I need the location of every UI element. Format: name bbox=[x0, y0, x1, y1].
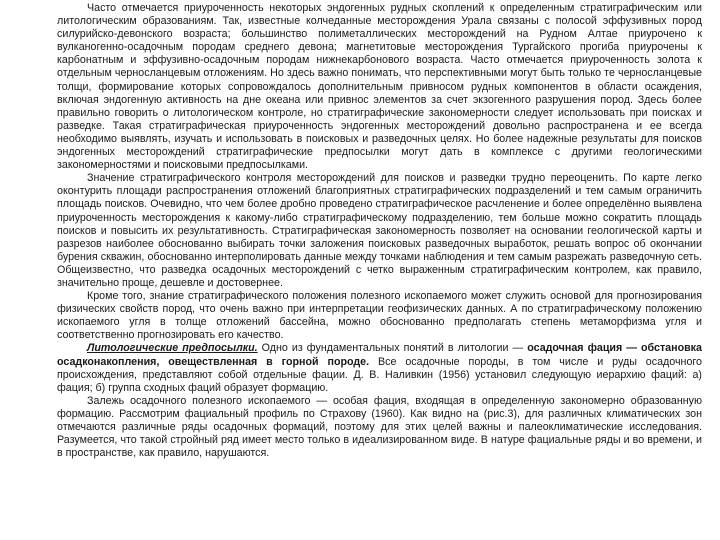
paragraph-facies-profile: Залежь осадочного полезного ископаемого — особая фация, входящая в определенную закономерно образованную формацию. Рассмотрим фациальный профиль по Страхову (1960). Как видно на (рис.3), для различных климатических зон отмечаются различные ряды осадочных формаций, поэтому для этих целей важны и палеоклиматические исследования. Разумеется, что такой стройный ряд имеет место только в идеализированном виде. В натуре фациальные ряды и во времени, и в пространстве, как правило, нарушаются. bbox=[57, 394, 702, 460]
paragraph-stratigraphic-control: Значение стратиграфического контроля месторождений для поисков и разведки трудно переоценить. По карте легко оконтурить площади распространения отложений благоприятных стратиграфических подразделений и тем самым ограничить площадь поисков. Очевидно, что чем более дробно проведено стратиграфическое расчленение и более определённо выявлена приуроченность месторождения к какому-либо стратиграфическому подразделению, тем больше можно сократить площадь поисков и повысить их результативность. Стратиграфическая закономерность позволяет на основании геологической карты и разрезов наиболее обоснованно выбирать точки заложения поисковых разведочных выработок, решать вопрос об окончании бурения скважин, обоснованно интерполировать данные между точками наблюдения и тем самым разрежать разведочную сеть. Общеизвестно, что разведка осадочных месторождений с четко выраженным стратиграфическим контролем, как правило, значительно проще, дешевле и достовернее. bbox=[57, 172, 702, 289]
document-text bbox=[57, 2, 702, 460]
lithology-rest: Все осадочные породы, в том числе и руды осадочного происхождения, представляют собой отдельные фации. Д. В. Наливкин (1956) установил следующую иерархию фаций: а) фация; б) группа сходных фаций образует формацию. bbox=[57, 355, 702, 394]
lithology-intro: Одно из фундаментальных понятий в литологии — bbox=[257, 342, 528, 355]
paragraph-lithological-prerequisites bbox=[57, 342, 702, 394]
lithology-term: Литологические предпосылки. bbox=[87, 342, 258, 355]
paragraph-geophysical-forecast: Кроме того, знание стратиграфического положения полезного ископаемого может служить основой для прогнозирования физических свойств пород, что очень важно при интерпретации геофизических данных. А по стратиграфическому положению ископаемого угля в толще отложений бассейна, можно обоснованно предполагать степень метаморфизма угля и соответственно прогнозировать его качество. bbox=[57, 290, 702, 342]
facies-definition: осадочная фация — обстановка осадконакопления, овеществленная в горной породе. bbox=[57, 342, 702, 368]
paragraph-stratigraphic-association: Часто отмечается приуроченность некоторых эндогенных рудных скоплений к определенным стратиграфическим или литологическим образованиям. Так, известные колчеданные месторождения Урала связаны с полосой эффузивных пород силурийско-девонского возраста; большинство полиметаллических месторождений на Рудном Алтае приурочено к вулканогенно-осадочным породам среднего девона; магнетитовые месторождения Тургайского прогиба приурочены к карбонатным и эффузивно-осадочным породам нижнекарбонового возраста. Часто отмечается приуроченность золота к отдельным черносланцевым отложениям. Но здесь важно понимать, что перспективными могут быть только те черносланцевые толщи, формирование которых сопровождалось дополнительным привносом рудных компонентов в области осаждения, включая эндогенную активность на дне океана или привнос элементов за счет экзогенного разрушения пород. Здесь более правильно говорить о литологическом контроле, но стратиграфические закономерности следует использовать при поисках и разведке. Такая стратиграфическая приуроченность эндогенных месторождений довольно распространена и ее всегда необходимо выявлять, изучать и использовать в поисковых и разведочных целях. Но более надежные результаты для поисков эндогенных месторождений стратиграфические предпосылки могут дать в комплексе с другими геологическими закономерностями и поисковыми предпосылками. bbox=[57, 2, 702, 172]
